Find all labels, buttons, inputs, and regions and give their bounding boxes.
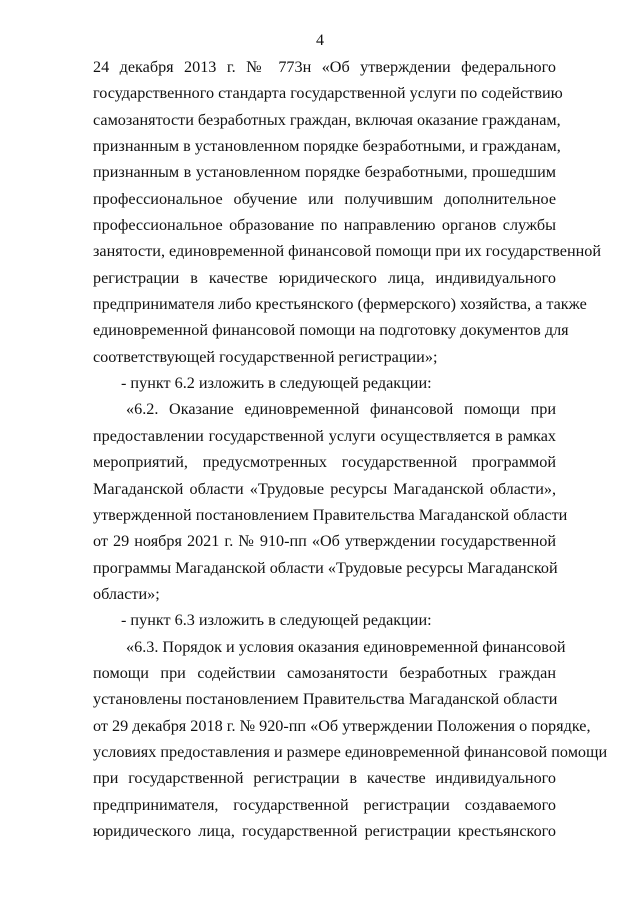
text-line: утвержденной постановлением Правительства Магаданской области <box>93 505 568 524</box>
document-body <box>93 54 608 844</box>
text-line: 24 декабря 2013 г. № 773н «Об утверждении федерального <box>93 58 556 76</box>
text-line: единовременной финансовой помощи на подготовку документов для <box>93 321 569 340</box>
text-line: признанным в установленном порядке безработными, прошедшим <box>93 163 556 182</box>
text-line: государственного стандарта государственной услуги по содействию <box>93 84 563 103</box>
text-line: от 29 ноября 2021 г. № 910-пп «Об утверждении государственной <box>93 532 556 551</box>
text-line: при государственной регистрации в качестве индивидуального <box>93 769 556 788</box>
text-line: «6.3. Порядок и условия оказания единовременной финансовой <box>126 637 566 656</box>
text-line: помощи при содействии самозанятости безработных граждан <box>93 663 556 682</box>
text-line: мероприятий, предусмотренных государственной программой <box>93 453 556 472</box>
text-line: области»; <box>93 584 160 603</box>
text-line: установлены постановлением Правительства Магаданской области <box>93 690 558 709</box>
text-line: Магаданской области «Трудовые ресурсы Магаданской области», <box>93 479 556 498</box>
text-line: «6.2. Оказание единовременной финансовой помощи при <box>126 400 556 419</box>
text-line: от 29 декабря 2018 г. № 920-пп «Об утверждении Положения о порядке, <box>93 716 591 735</box>
text-line: - пункт 6.3 изложить в следующей редакции: <box>121 611 432 630</box>
text-line: признанным в установленном порядке безработными, и гражданам, <box>93 137 561 156</box>
text-line: самозанятости безработных граждан, включая оказание гражданам, <box>93 110 561 129</box>
text-line: программы Магаданской области «Трудовые ресурсы Магаданской <box>93 558 558 577</box>
text-line: условиях предоставления и размере единовременной финансовой помощи <box>93 742 608 761</box>
text-line: регистрации в качестве юридического лица, индивидуального <box>93 268 556 287</box>
text-line: профессиональное образование по направлению органов службы <box>93 216 556 235</box>
text-line: предпринимателя, государственной регистрации создаваемого <box>93 795 556 814</box>
text-line: профессиональное обучение или получившим дополнительное <box>93 189 556 208</box>
text-line: - пункт 6.2 изложить в следующей редакции: <box>121 374 432 393</box>
text-line: соответствующей государственной регистрации»; <box>93 347 438 366</box>
text-line: предоставлении государственной услуги осуществляется в рамках <box>93 426 556 445</box>
text-line: занятости, единовременной финансовой помощи при их государственной <box>93 242 602 261</box>
page-number: 4 <box>316 32 324 49</box>
text-line: юридического лица, государственной регистрации крестьянского <box>93 821 556 840</box>
text-line: предпринимателя либо крестьянского (фермерского) хозяйства, а также <box>93 295 587 314</box>
